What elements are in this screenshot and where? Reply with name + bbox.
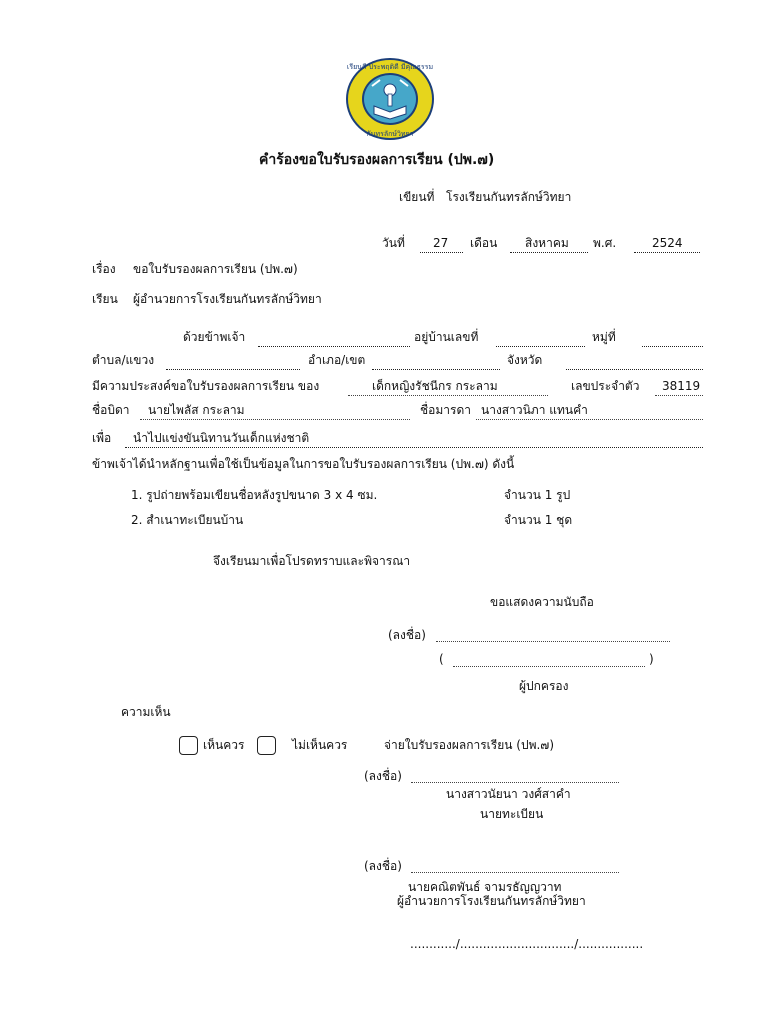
student-name[interactable]: เด็กหญิงรัชนีกร กระลาม (372, 379, 498, 393)
tambon-label: ตำบล/แขวง (92, 353, 155, 367)
approve-checkbox[interactable] (179, 736, 198, 755)
amphoe-label: อำเภอ/เขต (308, 353, 366, 367)
approve-label: เห็นควร (203, 738, 245, 752)
guardian-role: ผู้ปกครอง (519, 679, 569, 693)
student-id-dotline (655, 395, 703, 396)
evidence-item-2: 2. สำเนาทะเบียนบ้าน (131, 513, 244, 527)
guardian-paren-open: ( (439, 652, 444, 666)
tambon-dotline[interactable] (166, 369, 300, 370)
evidence-item-1: 1. รูปถ่ายพร้อมเขียนชื่อหลังรูปขนาด 3 x 4 ซม. (131, 488, 378, 502)
closing-text: จึงเรียนมาเพื่อโปรดทราบและพิจารณา (213, 554, 411, 568)
disapprove-label: ไม่เห็นควร (292, 738, 348, 752)
guardian-paren-close: ) (649, 652, 654, 666)
registrar-sign-label: (ลงชื่อ) (364, 769, 402, 783)
registrar-name: นางสาวนัยนา วงศ์สาคำ (446, 787, 571, 801)
year-label: พ.ศ. (593, 236, 617, 250)
registrar-sign-line[interactable] (411, 782, 619, 783)
father-label: ชื่อบิดา (92, 403, 130, 417)
opinion-label: ความเห็น (121, 705, 171, 719)
day-label: วันที่ (382, 236, 405, 250)
house-no-dotline[interactable] (496, 346, 585, 347)
house-no-label: อยู่บ้านเลขที่ (414, 330, 479, 344)
written-at-value: โรงเรียนกันทรลักษ์วิทยา (446, 190, 572, 204)
guardian-sign-line[interactable] (436, 641, 670, 642)
evidence-intro: ข้าพเจ้าได้นำหลักฐานเพื่อใช้เป็นข้อมูลในการขอใบรับรองผลการเรียน (ปพ.๗) ดังนี้ (92, 457, 515, 471)
province-dotline[interactable] (566, 369, 703, 370)
director-sign-label: (ลงชื่อ) (364, 859, 402, 873)
subject-label: เรื่อง (92, 262, 116, 276)
student-name-dotline (348, 395, 548, 396)
month-value[interactable]: สิงหาคม (525, 236, 569, 250)
student-id-label: เลขประจำตัว (571, 379, 640, 393)
guardian-sign-label: (ลงชื่อ) (388, 628, 426, 642)
self-label: ด้วยข้าพเจ้า (183, 330, 246, 344)
director-name: นายคณิตพันธ์ จามรธัญญวาท (408, 880, 562, 894)
school-logo (344, 56, 436, 142)
director-sign-line[interactable] (411, 872, 619, 873)
year-value[interactable]: 2524 (652, 236, 683, 250)
to-label: เรียน (92, 292, 118, 306)
purpose-label: มีความประสงค์ขอใบรับรองผลการเรียน ของ (92, 379, 320, 393)
for-dotline (125, 447, 703, 448)
father-name[interactable]: นายไพลัส กระลาม (148, 403, 245, 417)
month-label: เดือน (470, 236, 498, 250)
day-dotline (420, 252, 463, 253)
year-dotline (634, 252, 700, 253)
for-value[interactable]: นำไปแข่งขันนิทานวันเด็กแห่งชาติ (133, 431, 310, 445)
mother-name[interactable]: นางสาวนิภา แทนคำ (481, 403, 588, 417)
self-name-dotline[interactable] (258, 346, 410, 347)
for-label: เพื่อ (92, 431, 112, 445)
moo-dotline[interactable] (642, 346, 703, 347)
moo-label: หมู่ที่ (592, 330, 616, 344)
date-blank[interactable]: ............/............................../................. (410, 937, 644, 951)
opinion-action: จ่ายใบรับรองผลการเรียน (ปพ.๗) (384, 738, 555, 752)
disapprove-checkbox[interactable] (257, 736, 276, 755)
evidence-qty-2: จำนวน 1 ชุด (504, 513, 573, 527)
subject-value: ขอใบรับรองผลการเรียน (ปพ.๗) (133, 262, 298, 276)
to-value: ผู้อำนวยการโรงเรียนกันทรลักษ์วิทยา (133, 292, 322, 306)
mother-dotline (476, 419, 703, 420)
respect-text: ขอแสดงความนับถือ (490, 595, 594, 609)
evidence-qty-1: จำนวน 1 รูป (504, 488, 571, 502)
form-title: คำร้องขอใบรับรองผลการเรียน (ปพ.๗) (259, 152, 495, 168)
logo-bottom-text: กันทรลักษ์วิทยา (366, 130, 414, 138)
logo-top-text: เรียนดี ประพฤติดี มีคุณธรรม (346, 63, 434, 71)
registrar-role: นายทะเบียน (480, 807, 544, 821)
father-dotline (140, 419, 410, 420)
province-label: จังหวัด (507, 353, 543, 367)
student-id[interactable]: 38119 (662, 379, 701, 393)
day-value[interactable]: 27 (433, 236, 449, 250)
director-role: ผู้อำนวยการโรงเรียนกันทรลักษ์วิทยา (397, 894, 586, 908)
month-dotline (510, 252, 588, 253)
amphoe-dotline[interactable] (372, 369, 500, 370)
mother-label: ชื่อมารดา (420, 403, 471, 417)
guardian-name-line[interactable] (453, 666, 645, 667)
written-at-label: เขียนที่ (399, 190, 435, 204)
